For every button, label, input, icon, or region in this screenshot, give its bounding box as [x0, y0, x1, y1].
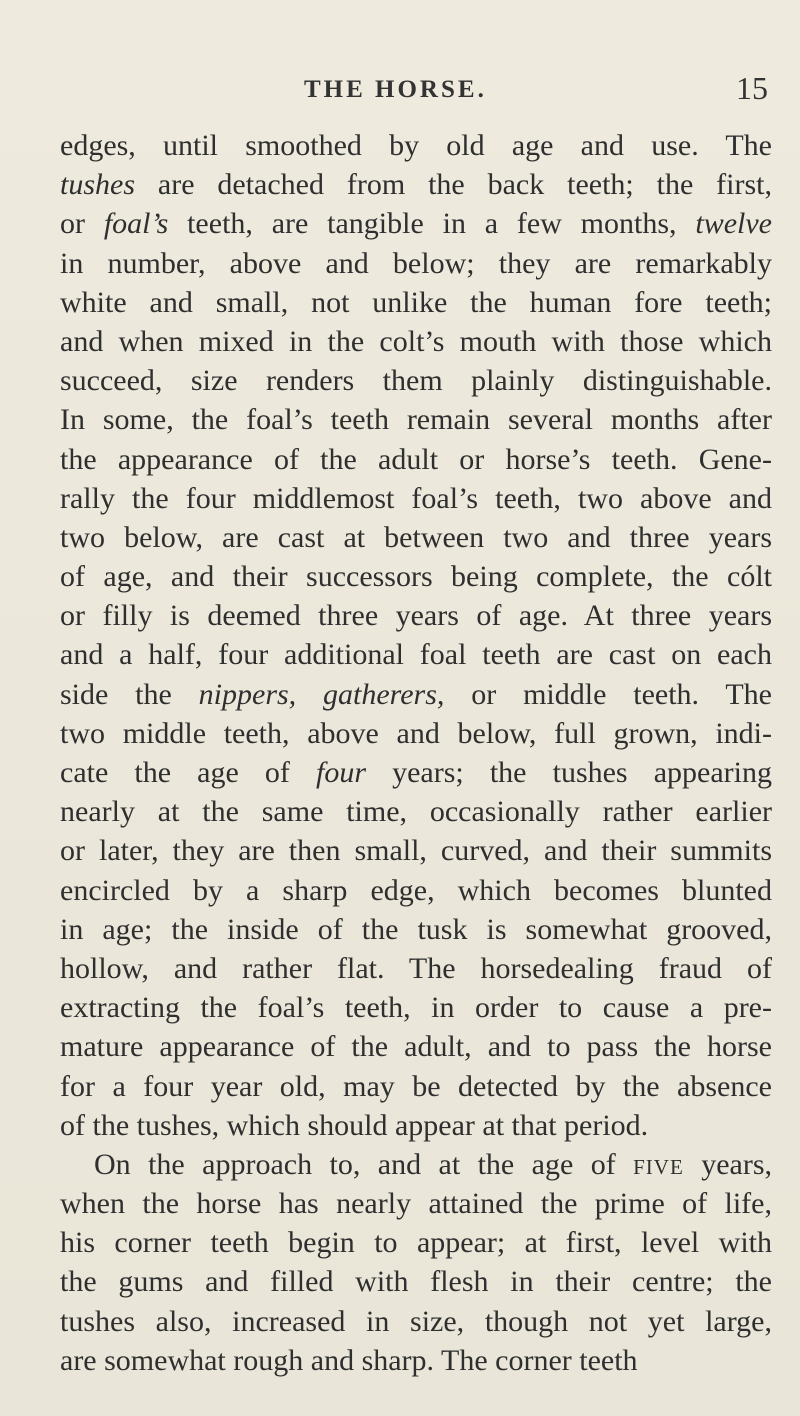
text-segment: two below, are cast at between two and three years — [60, 520, 772, 554]
text-line — [60, 1262, 772, 1301]
text-segment: his corner teeth begin to appear; at first, level with — [60, 1226, 772, 1260]
text-line — [60, 949, 772, 988]
text-segment: encircled by a sharp edge, which becomes blunted — [60, 873, 772, 907]
text-line — [60, 165, 772, 204]
text-segment: for a four year old, may be detected by the absence — [60, 1069, 772, 1103]
text-segment: extracting the foal’s teeth, in order to cause a pre- — [60, 991, 772, 1025]
text-segment: rally the four middlemost foal’s teeth, two above and — [60, 481, 772, 515]
text-line — [60, 753, 772, 792]
page-number: 15 — [736, 70, 768, 106]
text-segment: two middle teeth, above and below, full grown, indi- — [60, 716, 772, 750]
text-line — [60, 1184, 772, 1223]
text-line — [60, 518, 772, 557]
text-line — [60, 596, 772, 635]
text-line — [60, 1341, 772, 1380]
text-segment: or later, they are then small, curved, and their summits — [60, 834, 772, 868]
text-segment: teeth, are tangible in a few months, — [168, 207, 696, 241]
text-line — [60, 910, 772, 949]
running-title: THE HORSE. — [304, 76, 487, 103]
text-line — [60, 714, 772, 753]
text-line — [60, 988, 772, 1027]
text-segment: are somewhat rough and sharp. The corner teeth — [60, 1343, 638, 1377]
text-line — [60, 361, 772, 400]
text-line — [60, 1106, 772, 1145]
text-line — [60, 1302, 772, 1341]
text-line — [60, 1223, 772, 1262]
text-segment: of the tushes, which should appear at that period. — [60, 1108, 649, 1142]
text-line — [60, 283, 772, 322]
running-head — [0, 72, 800, 112]
text-segment: the appearance of the adult or horse’s teeth. Gene- — [60, 442, 772, 476]
text-segment: and when mixed in the colt’s mouth with those which — [60, 324, 772, 358]
text-segment: cate the age of — [60, 756, 316, 789]
italic-text: tushes — [60, 168, 135, 202]
text-segment: years; the tushes appearing — [366, 756, 772, 789]
text-segment: edges, until smoothed by old age and use. The — [60, 129, 772, 162]
body-text — [60, 126, 772, 1380]
text-segment: nearly at the same time, occasionally rather earlier — [60, 795, 772, 829]
text-segment: are detached from the back teeth; the first, — [135, 168, 772, 202]
text-line — [60, 831, 772, 870]
text-line — [60, 244, 772, 283]
text-line — [60, 126, 772, 165]
text-line — [60, 871, 772, 910]
text-segment: and a half, four additional foal teeth are cast on each — [60, 638, 772, 672]
text-line — [60, 1027, 772, 1066]
text-segment: hollow, and rather flat. The horsedealing fraud of — [60, 951, 772, 985]
text-segment: in number, above and below; they are remarkably — [60, 246, 772, 280]
text-line — [60, 400, 772, 439]
text-segment: of age, and their successors being complete, the cólt — [60, 560, 772, 594]
text-line — [60, 792, 772, 831]
text-segment: mature appearance of the adult, and to pass the horse — [60, 1030, 772, 1064]
text-segment: or middle teeth. The — [444, 677, 772, 711]
text-line — [60, 1067, 772, 1106]
text-line — [60, 322, 772, 361]
text-segment: or filly is deemed three years of age. At three years — [60, 599, 772, 633]
text-segment: when the horse has nearly attained the prime of life, — [60, 1187, 772, 1221]
text-segment: or — [60, 207, 104, 241]
text-line — [60, 675, 772, 714]
text-segment: the gums and filled with flesh in their centre; the — [60, 1265, 772, 1299]
text-segment: in age; the inside of the tusk is somewhat grooved, — [60, 912, 772, 946]
text-segment: years, — [683, 1147, 772, 1181]
italic-text: nippers, gatherers, — [198, 677, 445, 711]
text-segment: tushes also, increased in size, though not yet large, — [60, 1304, 772, 1338]
text-line — [60, 635, 772, 674]
text-segment: In some, the foal’s teeth remain several months after — [60, 403, 772, 437]
italic-text: twelve — [695, 207, 772, 241]
text-segment: On the approach to, and at the age of — [94, 1147, 634, 1181]
text-line — [60, 440, 772, 479]
text-line — [60, 1145, 772, 1184]
text-line — [60, 479, 772, 518]
italic-text: four — [315, 756, 366, 789]
text-line — [60, 557, 772, 596]
text-segment: white and small, not unlike the human fore teeth; — [60, 285, 772, 319]
italic-text: foal’s — [103, 207, 169, 241]
text-segment: succeed, size renders them plainly distinguishable. — [60, 364, 772, 398]
text-line — [60, 204, 772, 243]
small-caps-text: five — [633, 1147, 684, 1181]
text-segment: side the — [60, 677, 199, 711]
